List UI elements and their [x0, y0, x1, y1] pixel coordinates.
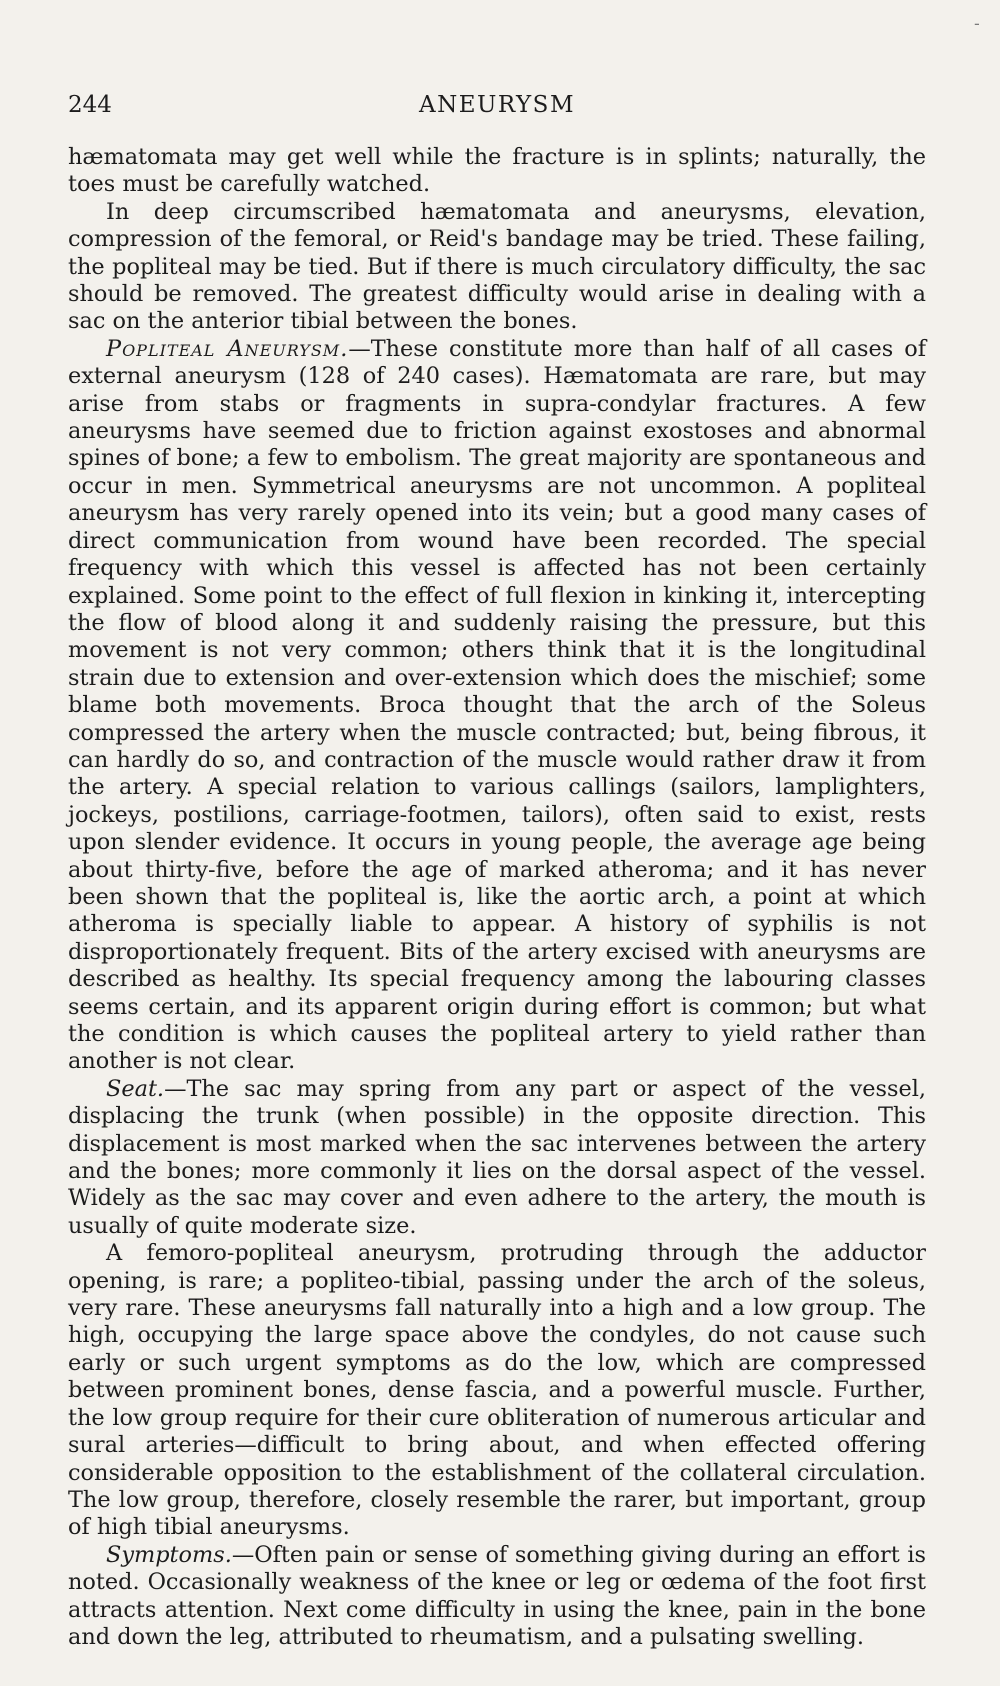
- paragraph-seat: [68, 1076, 926, 1240]
- body-text: [68, 144, 926, 1651]
- page-header: [68, 92, 926, 132]
- paragraph-text: —The sac may spring from any part or aspect of the vessel, displacing the trunk (when possible) in the opposite direction. This displacement is most marked when the sac intervenes between the artery and the bones; more commonly it lies on the dorsal aspect of the vessel. Widely as the sac may cover and even adhere to the artery, the mouth is usually of quite moderate size.: [68, 1075, 926, 1239]
- paragraph-text: —Often pain or sense of something giving during an effort is noted. Occasionally weakness of the knee or leg or œdema of the foot first attracts attention. Next come difficulty in using the knee, pain in the bone and down the leg, attributed to rheumatism, and a pulsating swelling.: [68, 1541, 926, 1650]
- book-page: [68, 92, 926, 1651]
- paragraph-text: A femoro-popliteal aneurysm, protruding through the adductor opening, is rare; a popliteo-tibial, passing under the arch of the soleus, very rare. These aneurysms fall naturally into a high and a low group. The high, occupying the large space above the condyles, do not cause such early or such urgent symptoms as do the low, which are compressed between prominent bones, dense fascia, and a powerful muscle. Further, the low group require for their cure obliteration of numerous articular and sural arteries—difficult to bring about, and when effected offering considerable opposition to the establishment of the collateral circulation. The low group, therefore, closely resemble the rarer, but important, group of high tibial aneurysms.: [68, 1240, 926, 1541]
- paragraph-continuation: [68, 144, 926, 199]
- paragraph-text: hæmatomata may get well while the fracture is in splints; naturally, the toes must be carefully watched.: [68, 144, 926, 198]
- section-heading: Popliteal Aneurysm.: [106, 335, 349, 362]
- subsection-heading: Seat.: [106, 1075, 165, 1102]
- paragraph-groups: [68, 1240, 926, 1541]
- paragraph-popliteal-aneurysm: [68, 336, 926, 1076]
- subsection-heading: Symptoms.: [106, 1541, 232, 1568]
- page-number: 244: [68, 92, 112, 118]
- paragraph-symptoms: [68, 1542, 926, 1652]
- running-title: ANEURYSM: [418, 92, 575, 118]
- margin-mark-top-right: -: [974, 14, 980, 33]
- paragraph-treatment: [68, 199, 926, 336]
- paragraph-text: —These constitute more than half of all cases of external aneurysm (128 of 240 cases). Hæmatomata are rare, but may arise from stabs or fragments in supra-condylar fractures. A few aneurysms have seemed due to friction against exostoses and abnormal spines of bone; a few to embolism. The great majority are spontaneous and occur in men. Symmetrical aneurysms are not uncommon. A popliteal aneurysm has very rarely opened into its vein; but a good many cases of direct communication from wound have been recorded. The special frequency with which this vessel is affected has not been certainly explained. Some point to the effect of full flexion in kinking it, intercepting the flow of blood along it and suddenly raising the pressure, but this movement is not very common; others think that it is the longitudinal strain due to extension and over-extension which does the mischief; some blame both movements. Broca thought that the arch of the Soleus compressed the artery when the muscle contracted; but, being fibrous, it can hardly do so, and contraction of the muscle would rather draw it from the artery. A special relation to various callings (sailors, lamplighters, jockeys, postilions, carriage-footmen, tailors), often said to exist, rests upon slender evidence. It occurs in young people, the average age being about thirty-five, before the age of marked atheroma; and it has never been shown that the popliteal is, like the aortic arch, a point at which atheroma is specially liable to appear. A history of syphilis is not disproportionately frequent. Bits of the artery excised with aneurysms are described as healthy. Its special frequency among the labouring classes seems certain, and its apparent origin during effort is common; but what the condition is which causes the popliteal artery to yield rather than another is not clear.: [68, 335, 926, 1075]
- paragraph-text: In deep circumscribed hæmatomata and aneurysms, elevation, compression of the femoral, or Reid's bandage may be tried. These failing, the popliteal may be tied. But if there is much circulatory difficulty, the sac should be removed. The greatest difficulty would arise in dealing with a sac on the anterior tibial between the bones.: [68, 198, 926, 335]
